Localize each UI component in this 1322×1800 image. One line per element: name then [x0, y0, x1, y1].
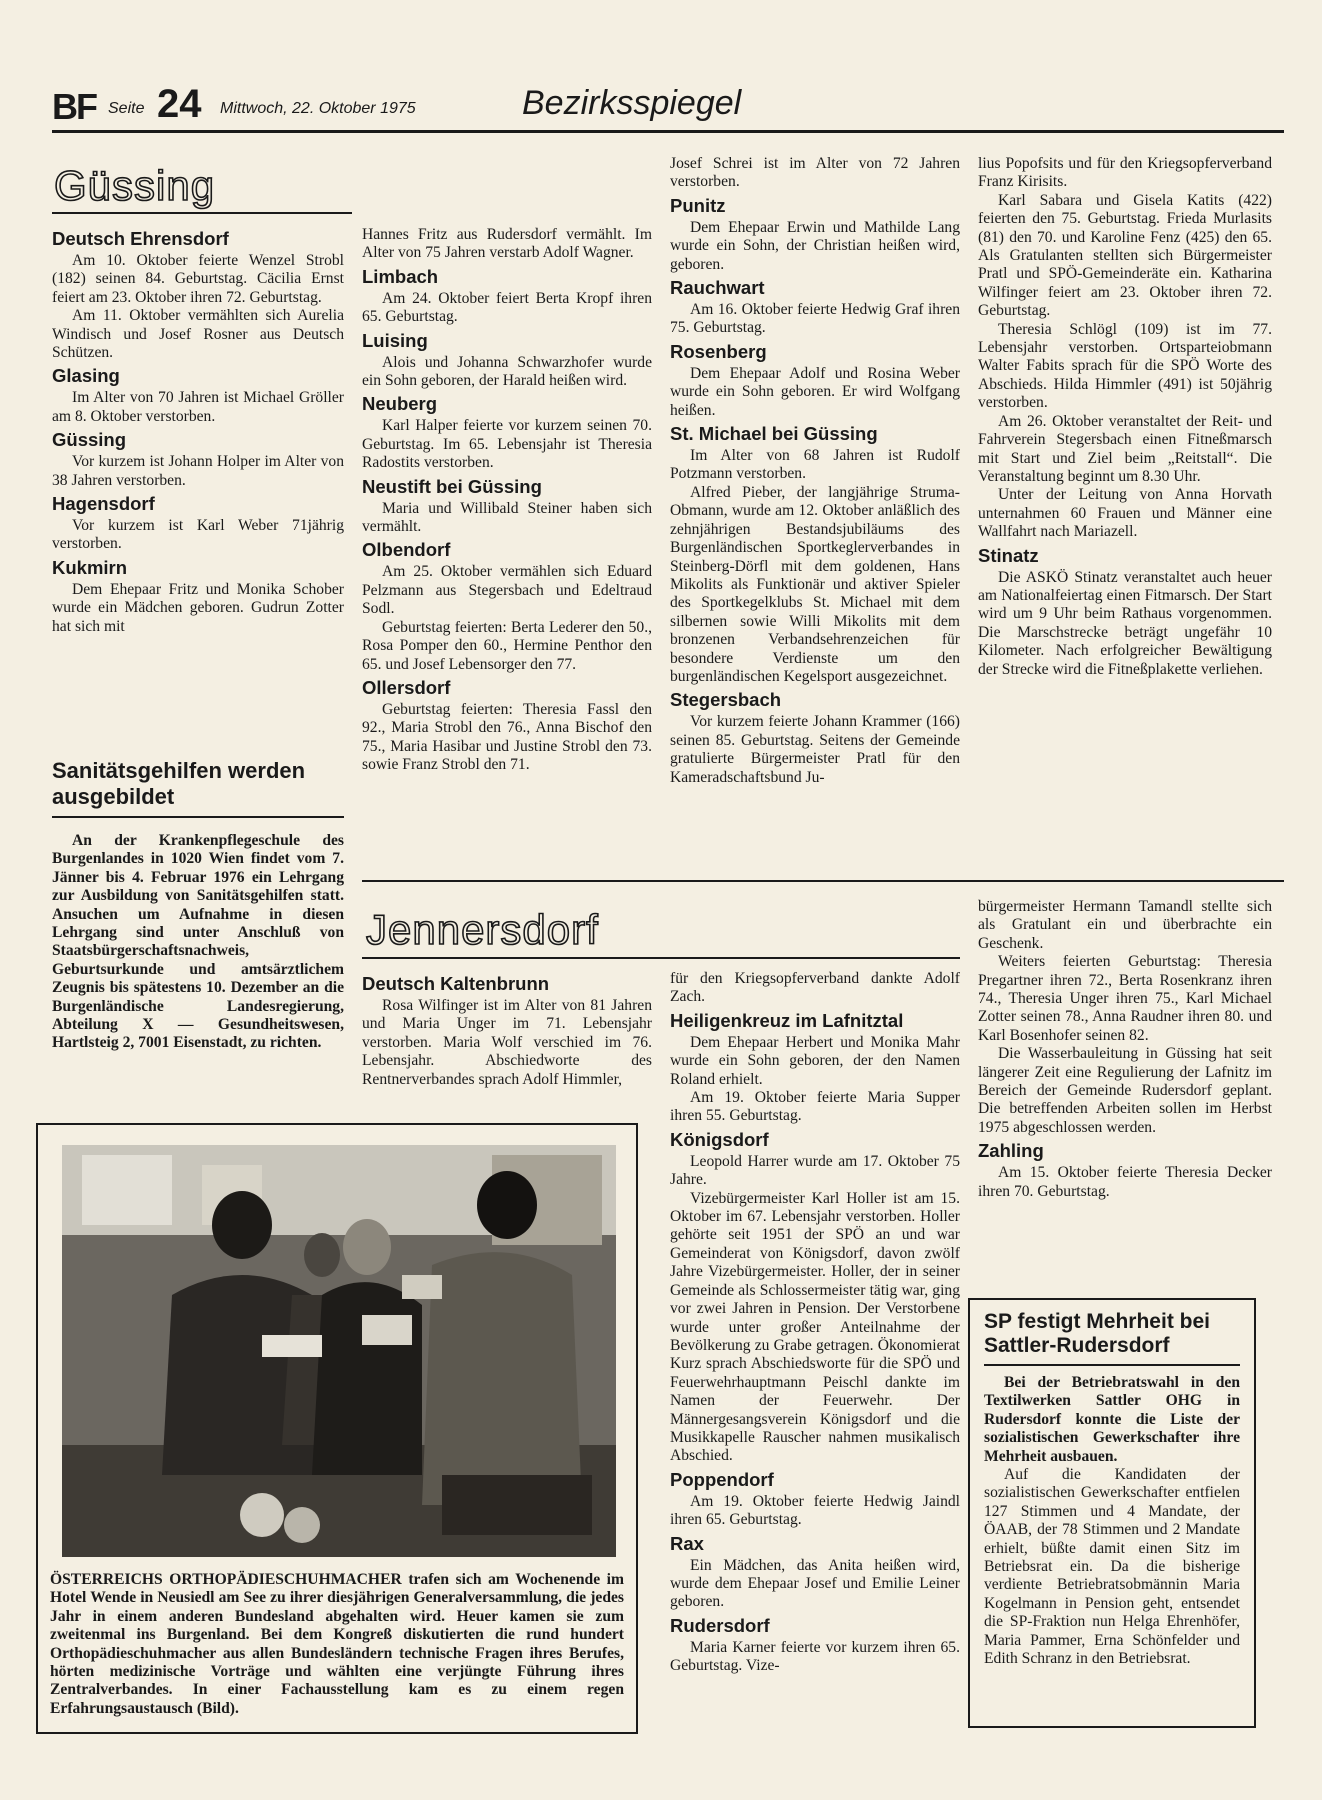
news-paragraph: Am 26. Oktober veranstaltet der Reit- und Fahrverein Stegersbach einen Fitneßmarsch mit Start und Ziel beim „Reitstall“. Die Veranstaltung beginnt um 8.30 Uhr. — [978, 412, 1272, 485]
news-paragraph: Am 25. Oktober vermählen sich Eduard Pelzmann aus Stegersbach und Edeltraud Sodl. — [362, 563, 652, 618]
place-heading: Olbendorf — [362, 539, 451, 561]
sanitaet-article — [52, 758, 344, 1053]
news-paragraph: Am 10. Oktober feierte Wenzel Strobl (182) seinen 84. Geburtstag. Cäcilia Ernst feiert am 23. Oktober ihren 72. Geburtstag. — [52, 252, 344, 306]
news-paragraph: Am 15. Oktober feierte Theresia Decker ihren 70. Geburtstag. — [978, 1164, 1272, 1200]
jennersdorf-title-rule — [362, 957, 960, 959]
news-paragraph: Dem Ehepaar Erwin und Mathilde Lang wurde ein Sohn, der Christian heißen wird, geboren. — [670, 218, 960, 273]
photo-caption-lead: ÖSTERREICHS ORTHOPÄDIESCHUHMACHER — [50, 1571, 402, 1588]
news-paragraph: Maria und Willibald Steiner haben sich vermählt. — [362, 499, 652, 536]
news-paragraph: Rosa Wilfinger ist im Alter von 81 Jahren und Maria Unger im 71. Lebensjahr verstorben. Maria Wolf verschied im 76. Lebensjahr. Abschiedworte des Rentnerverbandes sprach Adolf Himmler, — [362, 997, 652, 1088]
photo-box — [36, 1123, 638, 1734]
news-paragraph: Dem Ehepaar Herbert und Monika Mahr wurde ein Sohn geboren, der den Namen Roland erhielt. — [670, 1033, 960, 1088]
news-paragraph: Dem Ehepaar Adolf und Rosina Weber wurde ein Sohn geboren. Er wird Wolfgang heißen. — [670, 364, 960, 419]
news-paragraph: Unter der Leitung von Anna Horvath unternahmen 60 Frauen und Männer eine Wallfahrt nach Mariazell. — [978, 486, 1272, 541]
news-paragraph: Am 16. Oktober feierte Hedwig Graf ihren 75. Geburtstag. — [670, 301, 960, 337]
news-paragraph: Vor kurzem feierte Johann Krammer (166) seinen 85. Geburtstag. Seitens der Gemeinde gratulierte Bürgermeister Pratl für den Kameradschaftsbund Ju- — [670, 713, 960, 786]
place-heading: Rax — [670, 1532, 704, 1554]
news-paragraph: Die Wasserbauleitung in Güssing hat seit längerer Zeit eine Regulierung der Lafnitz im Bereich der Gemeinde Rudersdorf geplant. Die betreffenden Arbeiten sollen im Herbst 1975 abgeschlossen werden. — [978, 1045, 1272, 1136]
place-heading: Hagensdorf — [52, 493, 155, 515]
sp-article-box — [968, 1298, 1256, 1728]
place-heading: Deutsch Kaltenbrunn — [362, 973, 550, 994]
logo: BF — [52, 86, 96, 127]
guessing-col-4 — [978, 155, 1272, 679]
place-heading: Punitz — [670, 194, 726, 216]
masthead-rule — [52, 130, 1284, 133]
photo-caption — [50, 1571, 624, 1718]
news-paragraph: Ein Mädchen, das Anita heißen wird, wurde dem Ehepaar Josef und Emilie Leiner geboren. — [670, 1556, 960, 1611]
place-heading: Neustift bei Güssing — [362, 475, 542, 497]
guessing-title-rule — [52, 212, 352, 214]
sanitaet-body: An der Krankenpflegeschule des Burgenlandes in 1020 Wien findet vom 7. Jänner bis 4. Februar 1976 ein Lehrgang zur Ausbildung von Sanitätsgehilfen statt. Ansuchen um Aufnahme in diesen Lehrgang sind unter Anschluß von Staatsbürgerschaftsnachweis, Geburtsurkunde und amtsärztlichem Zeugnis bis spätestens 10. Dezember an die Burgenländische Landesregierung, Abteilung X — Gesundheitswesen, Hartlsteig 2, 7001 Eisenstadt, zu richten. — [52, 832, 344, 1052]
place-heading: St. Michael bei Güssing — [670, 423, 878, 445]
place-heading: Ollersdorf — [362, 676, 451, 698]
news-paragraph: Josef Schrei ist im Alter von 72 Jahren verstorben. — [670, 155, 960, 191]
news-paragraph: bürgermeister Hermann Tamandl stellte sich als Gratulant ein und überbrachte ein Geschenk. — [978, 898, 1272, 952]
issue-date: Mittwoch, 22. Oktober 1975 — [220, 100, 416, 117]
news-paragraph: Hannes Fritz aus Rudersdorf vermählt. Im Alter von 75 Jahren verstarb Adolf Wagner. — [362, 226, 652, 262]
place-heading: Luising — [362, 329, 428, 351]
section-title: Bezirksspiegel — [522, 84, 742, 122]
place-heading: Güssing — [52, 429, 127, 451]
news-paragraph: Vor kurzem ist Karl Weber 71jährig verstorben. — [52, 517, 344, 553]
news-paragraph: Maria Karner feierte vor kurzem ihren 65. Geburtstag. Vize- — [670, 1638, 960, 1675]
guessing-title: Güssing — [54, 162, 216, 209]
news-paragraph: Alfred Pieber, der langjährige Struma-Obmann, wurde am 12. Oktober anläßlich des zehnjährigen Bestandsjubiläums des Burgenländischen Sportkeglerverbandes in Steinberg-Dörfl mit dem goldenen, Hans Mikolits als Funktionär und aktiver Spieler des Sportkegelklubs St. Michael mit dem silbernen sowie Willi Mikolits mit dem bronzenen Verbandsehrenzeichen für besondere Verdienste um den burgenländischen Kegelsport ausgezeichnet. — [670, 483, 960, 685]
place-heading: Stinatz — [978, 544, 1039, 566]
jennersdorf-title: Jennersdorf — [366, 906, 599, 953]
sp-lead: Bei der Betriebratswahl in den Textilwerken Sattler OHG in Rudersdorf konnte die Liste der sozialistischen Gewerkschafter ihre Mehrheit ausbauen. — [984, 1374, 1240, 1465]
place-heading: Rosenberg — [670, 340, 767, 362]
news-paragraph: Weiters feierten Geburtstag: Theresia Pregartner ihren 72., Berta Rosenkranz ihren 74., Theresia Unger ihren 75., Karl Michael Zotter seinen 78., Anna Raudner ihren 80. und Karl Bosenhofer seinen 82. — [978, 953, 1272, 1044]
photo-caption-text: trafen sich am Wochenende im Hotel Wende in Neusiedl am See zu ihrer diesjährigen Generalversammlung, die jedes Jahr in einem anderen Bundesland abgehalten wird. Heuer kamen sie zum zweitenmal ins Burgenland. Bei dem Kongreß diskutierten die rund hundert Orthopädieschuhmacher aus allen Bundesländern technische Fragen ihres Berufes, hörten medizinische Vorträge und wählten eine verjüngte Führung ihres Zentralverbandes. In einer Fachausstellung kam es zu einem regen Erfahrungsaustausch (Bild). — [50, 1571, 624, 1717]
sp-headline: SP festigt Mehrheit bei Sattler-Rudersdorf — [984, 1310, 1210, 1357]
page-number: 24 — [157, 82, 202, 126]
place-heading: Deutsch Ehrensdorf — [52, 228, 229, 249]
news-paragraph: Am 19. Oktober feierte Hedwig Jaindl ihren 65. Geburtstag. — [670, 1492, 960, 1529]
masthead — [52, 78, 1282, 128]
news-paragraph: Leopold Harrer wurde am 17. Oktober 75 Jahre. — [670, 1152, 960, 1189]
news-paragraph: Vizebürgermeister Karl Holler ist am 15. Oktober im 67. Lebensjahr verstorben. Holler gehörte seit 1951 der SPÖ an und war Gemeinderat von Königsdorf, davon zwölf Jahre Vizebürgermeister. Holler, der in seiner Gemeinde als Schlossermeister tätig war, ging vor zwei Jahren in Pension. Der Verstorbene wurde unter großer Anteilnahme der Bevölkerung zu Grabe getragen. Ökonomierat Kurz sprach Abschiedsworte für die SPÖ und Feuerwehrhauptmann Peischl dankte im Namen der Feuerwehr. Der Männergesangsverein Königsdorf und die Musikkapelle Rauscher nahmen musikalisch Abschied. — [670, 1189, 960, 1465]
sanitaet-headline: Sanitätsgehilfen werden ausgebildet — [52, 758, 306, 809]
news-paragraph: lius Popofsits und für den Kriegsopferverband Franz Kirisits. — [978, 155, 1272, 191]
news-paragraph: Karl Halper feierte vor kurzem seinen 70. Geburtstag. Im 65. Lebensjahr ist Theresia Radostits verstorben. — [362, 417, 652, 472]
news-paragraph: für den Kriegsopferverband dankte Adolf Zach. — [670, 970, 960, 1006]
place-heading: Königsdorf — [670, 1128, 769, 1150]
place-heading: Glasing — [52, 365, 120, 387]
place-heading: Stegersbach — [670, 689, 782, 711]
place-heading: Limbach — [362, 265, 439, 287]
news-paragraph: Die ASKÖ Stinatz veranstaltet auch heuer am Nationalfeiertag einen Fitmarsch. Der Start wird um 9 Uhr beim Rathaus vorgenommen. Die Marschstrecke beträgt ungefähr 10 Kilometer. Nach erfolgreicher Bewältigung der Strecke wird die Fitneßplakette verliehen. — [978, 568, 1272, 678]
news-paragraph: Theresia Schlögl (109) ist im 77. Lebensjahr verstorben. Ortsparteiobmann Walter Fabits sprach für die SPÖ Worte des Abschieds. Hilda Himmler (491) ist 50jährig verstorben. — [978, 320, 1272, 412]
place-heading: Kukmirn — [52, 556, 128, 578]
jennersdorf-col-4 — [978, 898, 1272, 1201]
jennersdorf-col-2 — [362, 970, 652, 1089]
sp-rule — [984, 1364, 1240, 1366]
place-heading: Zahling — [978, 1140, 1044, 1162]
news-paragraph: Geburtstag feierten: Berta Lederer den 50., Rosa Pomper den 60., Hermine Penthor den 65. und Josef Lebensorger den 77. — [362, 618, 652, 673]
place-heading: Heiligenkreuz im Lafnitztal — [670, 1009, 904, 1031]
place-heading: Rauchwart — [670, 277, 765, 299]
news-paragraph: Am 11. Oktober vermählten sich Aurelia Windisch und Josef Rosner aus Deutsch Schützen. — [52, 307, 344, 362]
jennersdorf-col-3 — [670, 970, 960, 1676]
news-paragraph: Am 19. Oktober feierte Maria Supper ihren 55. Geburtstag. — [670, 1089, 960, 1125]
news-paragraph: Geburtstag feierten: Theresia Fassl den 92., Maria Strobl den 76., Anna Bischof den 75., Maria Hasibar und Justine Strobl den 73. sowie Franz Strobl den 71. — [362, 700, 652, 774]
place-heading: Poppendorf — [670, 1468, 774, 1490]
place-heading: Neuberg — [362, 393, 438, 415]
photo-image — [62, 1145, 616, 1557]
news-paragraph: Karl Sabara und Gisela Katits (422) feierten den 75. Geburtstag. Frieda Murlasits (81) den 70. und Karoline Fenz (425) den 65. Als Gratulanten stellten sich Bürgermeister Pratl und SPÖ-Gemeinderäte ein. Katharina Wilfinger feiert am 23. Oktober ihren 72. Geburtstag. — [978, 191, 1272, 320]
news-paragraph: Im Alter von 70 Jahren ist Michael Gröller am 8. Oktober verstorben. — [52, 389, 344, 425]
guessing-col-3 — [670, 155, 960, 787]
news-paragraph: Vor kurzem ist Johann Holper im Alter von 38 Jahren verstorben. — [52, 453, 344, 489]
section-divider — [362, 880, 1284, 882]
guessing-col-2 — [362, 226, 652, 775]
sanitaet-rule — [52, 816, 344, 818]
news-paragraph: Am 24. Oktober feiert Berta Kropf ihren 65. Geburtstag. — [362, 289, 652, 326]
news-paragraph: Im Alter von 68 Jahren ist Rudolf Potzmann verstorben. — [670, 447, 960, 483]
place-heading: Rudersdorf — [670, 1614, 770, 1636]
news-paragraph: Dem Ehepaar Fritz und Monika Schober wurde ein Mädchen geboren. Gudrun Zotter hat sich mit — [52, 580, 344, 635]
guessing-col-1 — [52, 225, 344, 636]
seite-label: Seite — [108, 100, 145, 117]
sp-body: Auf die Kandidaten der sozialistischen Gewerkschafter entfielen 127 Stimmen und 4 Mandate, der ÖAAB, der 78 Stimmen und 2 Mandate erhielt, büßte damit einen Sitz im Betriebsrat ein. Da die bisherige verdiente Betriebratsobmännin Maria Kogelmann in Pension geht, entsendet die SP-Fraktion nun Helga Ehrenhöfer, Maria Pammer, Erna Schönfelder und Edith Schranz in den Betriebsrat. — [984, 1466, 1240, 1668]
news-paragraph: Alois und Johanna Schwarzhofer wurde ein Sohn geboren, der Harald heißen wird. — [362, 353, 652, 390]
